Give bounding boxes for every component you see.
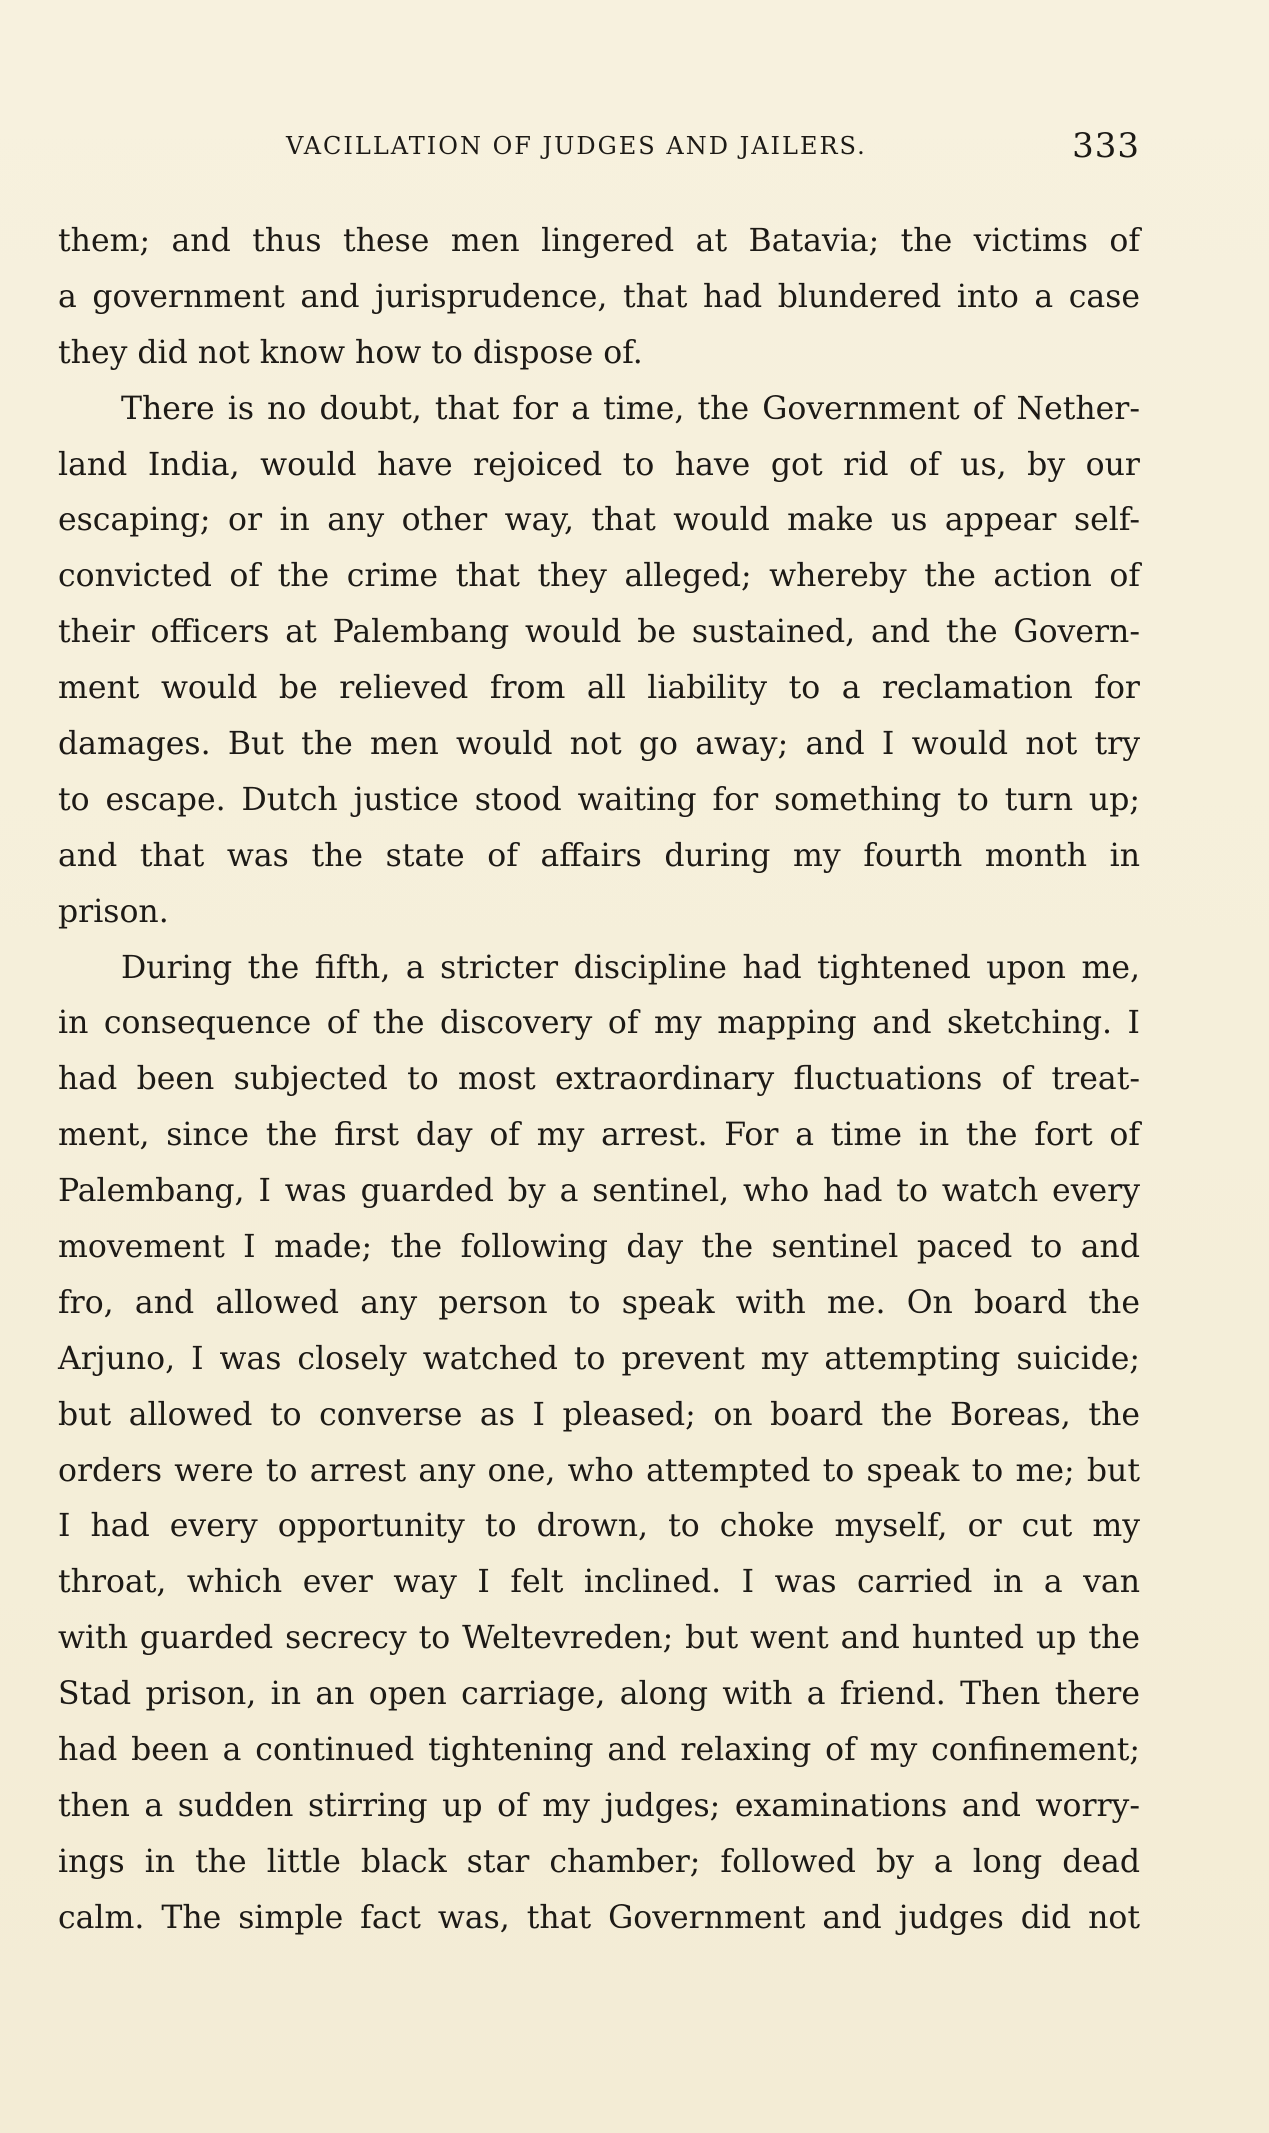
text-line: damages. But the men would not go away; and I would not try <box>58 726 1140 763</box>
text-line: had been a continued tightening and relaxing of my confinement; <box>58 1732 1140 1769</box>
text-line: I had every opportunity to drown, to choke myself, or cut my <box>58 1508 1140 1545</box>
text-line: ment, since the first day of my arrest. For a time in the fort of <box>58 1117 1140 1154</box>
text-line: but allowed to converse as I pleased; on board the Boreas, the <box>58 1396 1140 1433</box>
text-line: ment would be relieved from all liability to a reclamation for <box>58 670 1140 707</box>
text-line: to escape. Dutch justice stood waiting for something to turn up; <box>58 781 1140 818</box>
text-line: escaping; or in any other way, that would make us appear self- <box>58 502 1140 539</box>
running-title: VACILLATION OF JUDGES AND JAILERS. <box>286 132 867 160</box>
text-line: convicted of the crime that they alleged; whereby the action of <box>58 558 1140 595</box>
text-line: they did not know how to dispose of. <box>58 334 643 371</box>
text-line: There is no doubt, that for a time, the Government of Nether- <box>121 390 1140 427</box>
text-line: fro, and allowed any person to speak with me. On board the <box>58 1284 1140 1321</box>
text-line: land India, would have rejoiced to have got rid of us, by our <box>58 446 1140 483</box>
text-line: throat, which ever way I felt inclined. I was carried in a van <box>58 1564 1140 1601</box>
text-line: them; and thus these men lingered at Batavia; the victims of <box>58 223 1140 259</box>
text-line: had been subjected to most extraordinary fluctuations of treat- <box>58 1061 1140 1098</box>
text-line: Arjuno, I was closely watched to prevent my attempting suicide; <box>58 1340 1140 1377</box>
text-line: calm. The simple fact was, that Government and judges did not <box>58 1899 1140 1936</box>
text-line: then a sudden stirring up of my judges; examinations and worry- <box>58 1787 1140 1824</box>
text-line: in consequence of the discovery of my mapping and sketching. I <box>58 1005 1140 1042</box>
text-line: During the fifth, a stricter discipline had tightened upon me, <box>121 949 1140 986</box>
body-text <box>58 214 1140 1947</box>
text-line: orders were to arrest any one, who attempted to speak to me; but <box>58 1452 1140 1489</box>
running-head <box>58 126 1140 166</box>
page-number: 333 <box>1072 126 1140 166</box>
text-line: Stad prison, in an open carriage, along with a friend. Then there <box>58 1676 1140 1713</box>
text-line: their officers at Palembang would be sustained, and the Govern- <box>58 614 1140 651</box>
text-line: Palembang, I was guarded by a sentinel, who had to watch every <box>58 1173 1140 1210</box>
text-line: with guarded secrecy to Weltevreden; but went and hunted up the <box>58 1620 1140 1657</box>
text-line: a government and jurisprudence, that had blundered into a case <box>58 278 1140 315</box>
text-line: ings in the little black star chamber; followed by a long dead <box>58 1843 1140 1880</box>
text-line: prison. <box>58 893 169 930</box>
text-line: movement I made; the following day the sentinel paced to and <box>58 1229 1140 1266</box>
text-line: and that was the state of affairs during my fourth month in <box>58 837 1140 874</box>
